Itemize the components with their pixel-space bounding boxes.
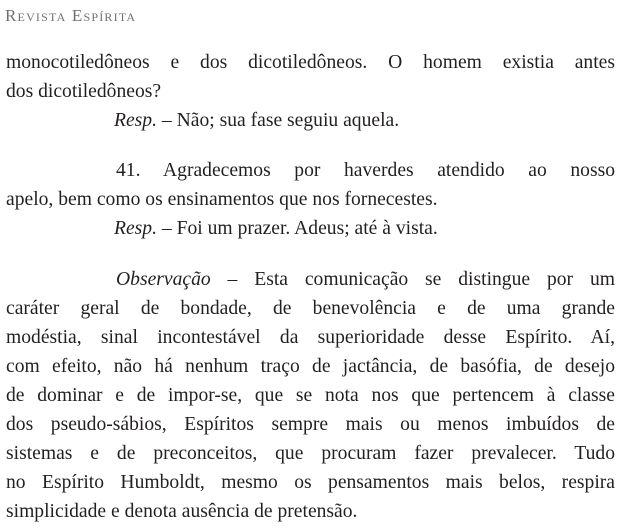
text-line: 41. Agradecemos por haverdes atendido ao nosso bbox=[116, 160, 615, 181]
answer-line bbox=[6, 106, 615, 135]
text-line: caráter geral de bondade, de benevolência e de uma grande bbox=[6, 298, 615, 319]
text-line: dos dicotiledôneos? bbox=[6, 81, 162, 102]
observation-first-line-text: – Esta comunicação se distingue por um bbox=[210, 269, 615, 290]
text-line: sistemas e de preconceitos, que procuram fazer prevalecer. Tudo bbox=[6, 443, 615, 464]
answer-label: Resp. bbox=[114, 110, 157, 131]
observation-first-line bbox=[6, 265, 615, 294]
answer-label: Resp. bbox=[114, 218, 157, 239]
text-line: no Espírito Humboldt, mesmo os pensamentos mais belos, respira bbox=[6, 472, 615, 493]
paragraph-question-41 bbox=[6, 156, 615, 243]
text-line: de dominar e de impor-se, que se nota nos que pertencem à classe bbox=[6, 385, 615, 406]
text-line: apelo, bem como os ensinamentos que nos fornecestes. bbox=[6, 189, 438, 210]
answer-text: – Não; sua fase seguiu aquela. bbox=[157, 110, 400, 131]
text-line: monocotiledôneos e dos dicotiledôneos. O homem existia antes bbox=[6, 52, 615, 73]
paragraph-observation bbox=[6, 265, 615, 526]
text-line: com efeito, não há nenhum traço de jactância, de basófia, de desejo bbox=[6, 356, 615, 377]
text-line: modéstia, sinal incontestável da superioridade desse Espírito. Aí, bbox=[6, 327, 615, 348]
paragraph-question-40 bbox=[6, 48, 615, 135]
answer-text: – Foi um prazer. Adeus; até à vista. bbox=[157, 218, 438, 239]
observation-label: Observação bbox=[116, 269, 211, 290]
answer-line bbox=[6, 214, 615, 243]
text-line: dos pseudo-sábios, Espíritos sempre mais ou menos imbuídos de bbox=[6, 414, 615, 435]
text-line: simplicidade e denota ausência de pretensão. bbox=[6, 501, 358, 522]
running-head-title: Revista Espírita bbox=[5, 6, 137, 25]
